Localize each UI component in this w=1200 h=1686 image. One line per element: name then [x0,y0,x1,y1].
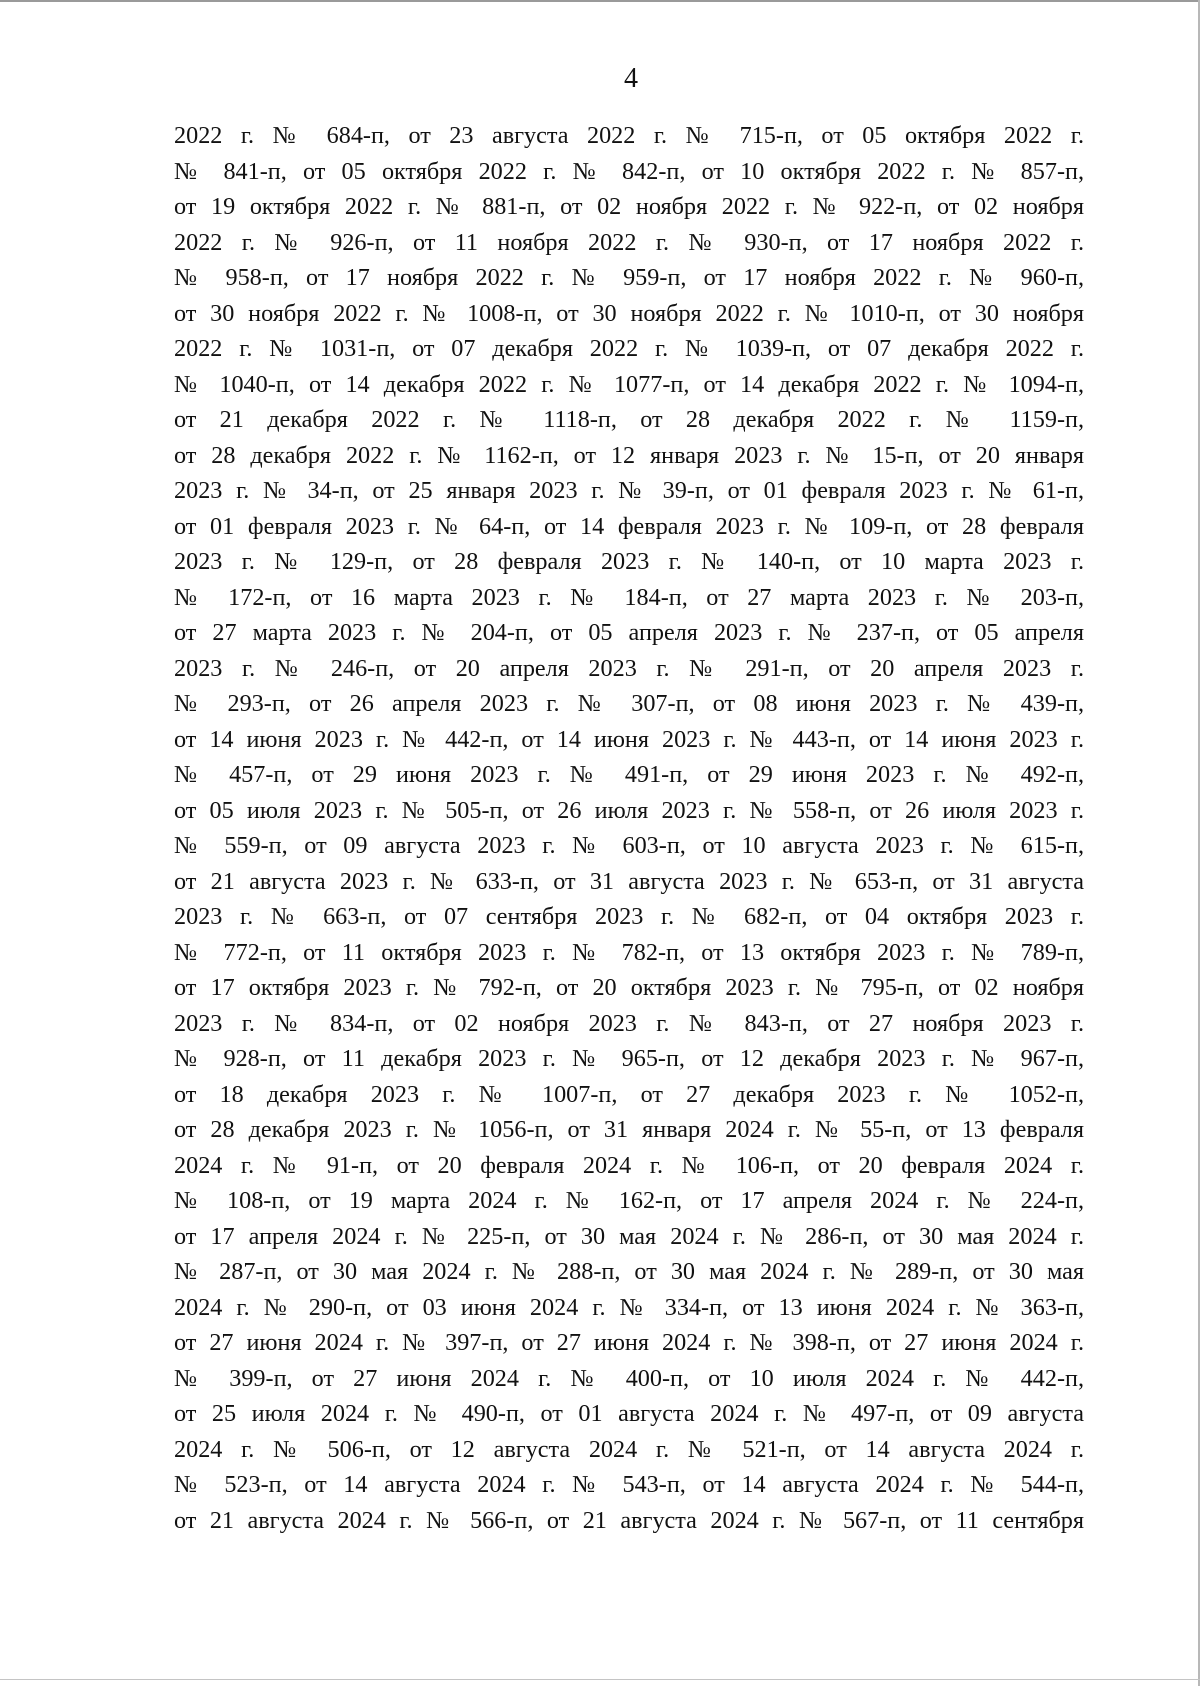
text-line: от 21 августа 2024 г. № 566-п, от 21 августа 2024 г. № 567-п, от 11 сентября [174,1506,1084,1534]
text-line: 2022 г. № 1031-п, от 07 декабря 2022 г. № 1039-п, от 07 декабря 2022 г. [174,335,1084,362]
text-line: № 928-п, от 11 декабря 2023 г. № 965-п, от 12 декабря 2023 г. № 967-п, [174,1045,1084,1072]
text-line: от 27 марта 2023 г. № 204-п, от 05 апреля 2023 г. № 237-п, от 05 апреля [174,619,1084,646]
text-line: 2022 г. № 926-п, от 11 ноября 2022 г. № 930-п, от 17 ноября 2022 г. [174,228,1084,256]
document-body [174,118,1084,1538]
text-line: от 19 октября 2022 г. № 881-п, от 02 ноября 2022 г. № 922-п, от 02 ноября [174,193,1084,220]
text-line: от 30 ноября 2022 г. № 1008-п, от 30 ноября 2022 г. № 1010-п, от 30 ноября [174,299,1084,327]
text-line: от 01 февраля 2023 г. № 64-п, от 14 февраля 2023 г. № 109-п, от 28 февраля [174,512,1084,540]
text-line: № 457-п, от 29 июня 2023 г. № 491-п, от 29 июня 2023 г. № 492-п, [174,761,1084,788]
scan-edge-top [0,0,1200,2]
text-line: 2023 г. № 834-п, от 02 ноября 2023 г. № 843-п, от 27 ноября 2023 г. [174,1009,1084,1037]
text-line: № 772-п, от 11 октября 2023 г. № 782-п, от 13 октября 2023 г. № 789-п, [174,938,1084,966]
text-line: 2023 г. № 663-п, от 07 сентября 2023 г. № 682-п, от 04 октября 2023 г. [174,903,1084,930]
text-line: от 14 июня 2023 г. № 442-п, от 14 июня 2023 г. № 443-п, от 14 июня 2023 г. [174,725,1084,753]
text-line: № 958-п, от 17 ноября 2022 г. № 959-п, от 17 ноября 2022 г. № 960-п, [174,264,1084,291]
text-line: 2022 г. № 684-п, от 23 августа 2022 г. № 715-п, от 05 октября 2022 г. [174,122,1084,149]
text-line: № 293-п, от 26 апреля 2023 г. № 307-п, от 08 июня 2023 г. № 439-п, [174,690,1084,717]
text-line: от 17 апреля 2024 г. № 225-п, от 30 мая 2024 г. № 286-п, от 30 мая 2024 г. [174,1222,1084,1250]
text-line: 2023 г. № 129-п, от 28 февраля 2023 г. № 140-п, от 10 марта 2023 г. [174,548,1084,575]
text-line: 2024 г. № 91-п, от 20 февраля 2024 г. № 106-п, от 20 февраля 2024 г. [174,1151,1084,1179]
text-line: от 21 августа 2023 г. № 633-п, от 31 августа 2023 г. № 653-п, от 31 августа [174,867,1084,895]
text-line: 2023 г. № 246-п, от 20 апреля 2023 г. № 291-п, от 20 апреля 2023 г. [174,654,1084,682]
text-line: от 28 декабря 2023 г. № 1056-п, от 31 января 2024 г. № 55-п, от 13 февраля [174,1116,1084,1143]
text-line: № 399-п, от 27 июня 2024 г. № 400-п, от 10 июля 2024 г. № 442-п, [174,1364,1084,1392]
text-line: № 1040-п, от 14 декабря 2022 г. № 1077-п, от 14 декабря 2022 г. № 1094-п, [174,370,1084,398]
page-number: 4 [624,63,638,94]
text-line: от 18 декабря 2023 г. № 1007-п, от 27 декабря 2023 г. № 1052-п, [174,1080,1084,1108]
text-line: от 28 декабря 2022 г. № 1162-п, от 12 января 2023 г. № 15-п, от 20 января [174,441,1084,469]
scan-edge-bottom [0,1679,1200,1680]
text-line: от 17 октября 2023 г. № 792-п, от 20 октября 2023 г. № 795-п, от 02 ноября [174,974,1084,1001]
text-line: № 172-п, от 16 марта 2023 г. № 184-п, от 27 марта 2023 г. № 203-п, [174,583,1084,611]
text-line: № 841-п, от 05 октября 2022 г. № 842-п, от 10 октября 2022 г. № 857-п, [174,157,1084,185]
text-line: от 05 июля 2023 г. № 505-п, от 26 июля 2023 г. № 558-п, от 26 июля 2023 г. [174,796,1084,824]
text-line: от 25 июля 2024 г. № 490-п, от 01 августа 2024 г. № 497-п, от 09 августа [174,1400,1084,1427]
text-line: от 21 декабря 2022 г. № 1118-п, от 28 декабря 2022 г. № 1159-п, [174,406,1084,433]
text-line: № 523-п, от 14 августа 2024 г. № 543-п, от 14 августа 2024 г. № 544-п, [174,1471,1084,1498]
text-line: № 108-п, от 19 марта 2024 г. № 162-п, от 17 апреля 2024 г. № 224-п, [174,1187,1084,1214]
text-line: 2023 г. № 34-п, от 25 января 2023 г. № 39-п, от 01 февраля 2023 г. № 61-п, [174,477,1084,504]
text-line: № 559-п, от 09 августа 2023 г. № 603-п, от 10 августа 2023 г. № 615-п, [174,832,1084,859]
text-line: № 287-п, от 30 мая 2024 г. № 288-п, от 30 мая 2024 г. № 289-п, от 30 мая [174,1258,1084,1285]
text-line: от 27 июня 2024 г. № 397-п, от 27 июня 2024 г. № 398-п, от 27 июня 2024 г. [174,1329,1084,1356]
text-line: 2024 г. № 506-п, от 12 августа 2024 г. № 521-п, от 14 августа 2024 г. [174,1435,1084,1463]
text-line: 2024 г. № 290-п, от 03 июня 2024 г. № 334-п, от 13 июня 2024 г. № 363-п, [174,1293,1084,1321]
